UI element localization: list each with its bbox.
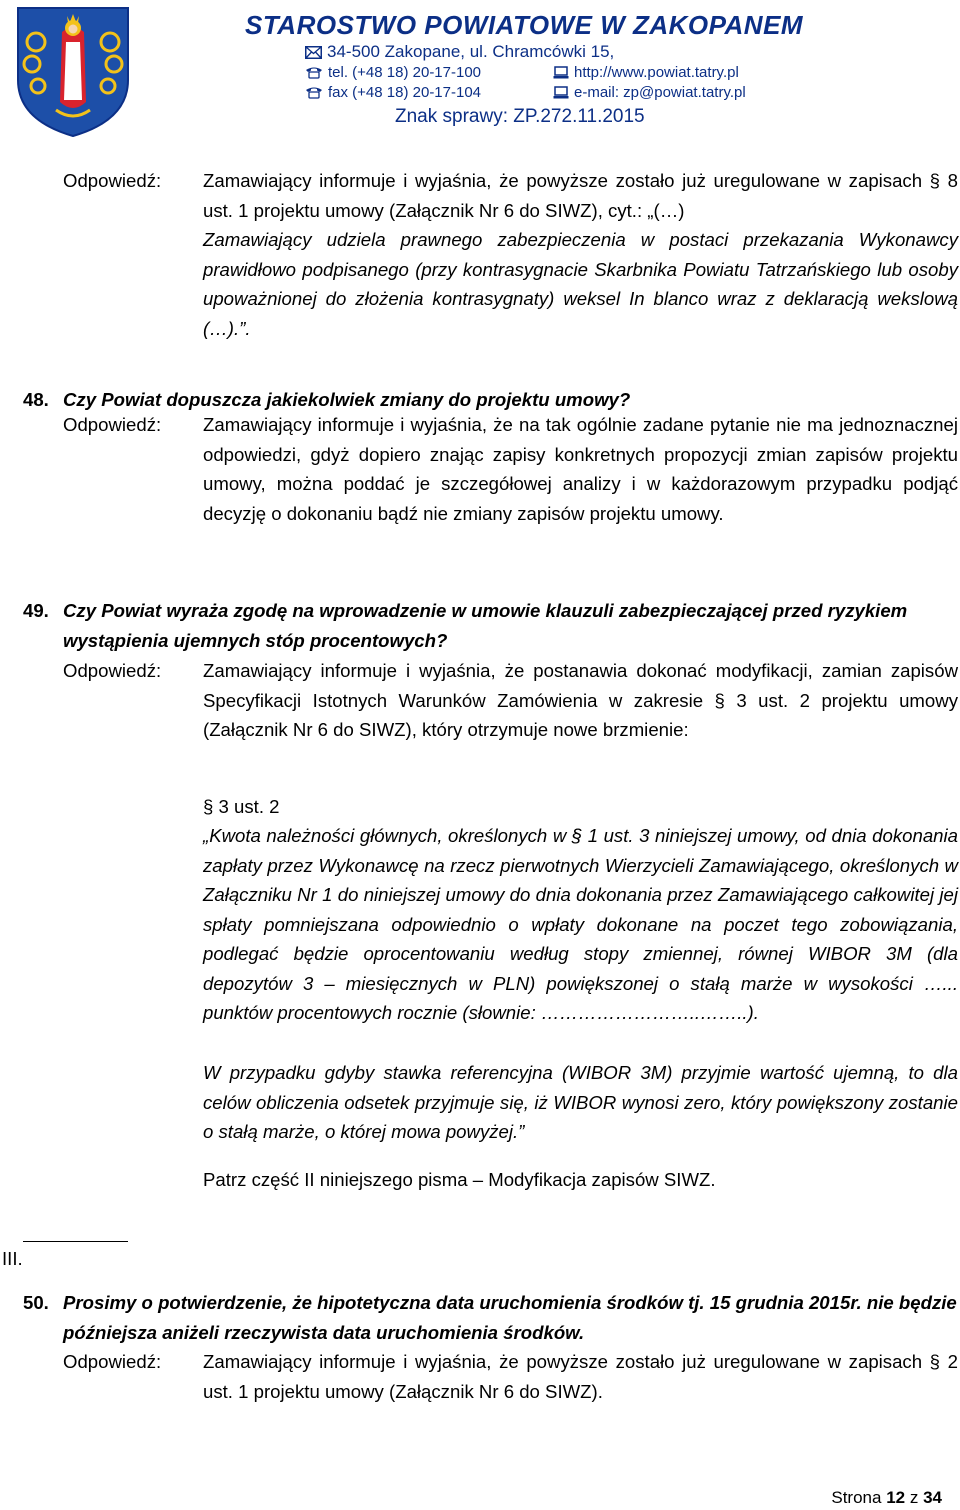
email-link[interactable]: e-mail: zp@powiat.tatry.pl (574, 84, 746, 101)
website-line (553, 64, 739, 81)
clause-paragraph-2: W przypadku gdyby stawka referencyjna (WIBOR 3M) przyjmie wartość ujemną, to dla celów obliczenia odsetek przyjmuje się, iż WIBOR wynosi zero, który powiększony zostanie o stałą marże, o której mowa powyżej.” (203, 1062, 958, 1142)
case-reference: Znak sprawy: ZP.272.11.2015 (395, 106, 645, 127)
page-separator: z (909, 1488, 919, 1507)
answer-label: Odpowiedź: (63, 1351, 162, 1372)
answer-label: Odpowiedź: (63, 660, 162, 681)
phone-icon (305, 66, 323, 79)
address-line (305, 42, 614, 62)
answer-47 (203, 166, 958, 343)
clause-heading: § 3 ust. 2 (203, 796, 280, 817)
question-48: Czy Powiat dopuszcza jakiekolwiek zmiany do projektu umowy? (63, 389, 631, 410)
fax-text: fax (+48 18) 20-17-104 (328, 84, 482, 101)
computer-icon (553, 66, 569, 79)
computer-icon (553, 86, 569, 99)
answer-label: Odpowiedź: (63, 170, 162, 191)
answer-47-text: Zamawiający informuje i wyjaśnia, że powyższe zostało już uregulowane w zapisach § 8 ust. 1 projektu umowy (Załącznik Nr 6 do SIWZ), cyt.: „(…) (203, 170, 958, 221)
letterhead (0, 0, 960, 140)
phone-line (305, 64, 481, 81)
email-line (553, 84, 746, 101)
answer-label: Odpowiedź: (63, 414, 162, 435)
question-number: 48. (23, 389, 49, 410)
coat-of-arms-logo (4, 2, 142, 140)
phone-text: tel. (+48 18) 20-17-100 (328, 64, 482, 81)
fax-line (305, 84, 481, 101)
page-prefix: Strona (831, 1488, 882, 1507)
page-number (831, 1488, 942, 1508)
question-number: 50. (23, 1292, 49, 1313)
total-pages: 34 (923, 1488, 942, 1507)
address-text: 34-500 Zakopane, ul. Chramcówki 15, (327, 42, 615, 61)
current-page: 12 (886, 1488, 906, 1507)
answer-48: Zamawiający informuje i wyjaśnia, że na tak ogólnie zadane pytanie nie ma jednoznacznej odpowiedzi, gdyż dopiero znając zapisy konkretnych propozycji zmian zapisów projektu umowy, można poddać je szczegółowej analizy i w każdorazowym przypadku podjąć decyzję o dokonaniu bądź nie zmiany zapisów projektu umowy. (203, 414, 958, 524)
answer-50: Zamawiający informuje i wyjaśnia, że powyższe zostało już uregulowane w zapisach § 2 ust. 1 projektu umowy (Załącznik Nr 6 do SIWZ). (203, 1351, 958, 1402)
answer-47-quote: Zamawiający udziela prawnego zabezpieczenia w postaci przekazania Wykonawcy prawidłowo podpisanego (przy kontrasygnacie Skarbnika Powiatu Tatrzańskiego lub osoby upoważnionej do złożenia kontrasygnaty) weksel In blanco wraz z deklaracją wekslową (…).”. (203, 229, 958, 339)
clause-paragraph-1: „Kwota należności głównych, określonych w § 1 ust. 3 niniejszej umowy, od dnia dokonania zapłaty przez Wykonawcę na rzecz pierwotnych Wierzycieli Zamawiającego, określonych w Załączniku Nr 1 do niniejszej umowy do dnia dokonania przez Zamawiającego całkowitej jej spłaty pomniejszana odpowiednio o wpłaty dokonane na poczet tego zobowiązania, podlegać będzie oprocentowaniu według stopy zmiennej, równej WIBOR 3M (dla depozytów 3 – miesięcznych w PLN) powiększonej o stałą marże w wysokości …... punktów procentowych rocznie (słownie: ……………………..……..). (203, 825, 958, 1023)
answer-49: Zamawiający informuje i wyjaśnia, że postanawia dokonać modyfikacji, zamian zapisów Specyfikacji Istotnych Warunków Zamówienia w zakresie § 3 ust. 2 projektu umowy (Załącznik Nr 6 do SIWZ), który otrzymuje nowe brzmienie: (203, 660, 958, 740)
section-divider (23, 1241, 128, 1242)
office-name: STAROSTWO POWIATOWE W ZAKOPANEM (245, 10, 804, 40)
envelope-icon (305, 46, 322, 59)
section-marker: III. (2, 1248, 23, 1269)
phone-icon (305, 86, 323, 99)
see-also-note: Patrz część II niniejszego pisma – Modyfikacja zapisów SIWZ. (203, 1169, 716, 1190)
website-link[interactable]: http://www.powiat.tatry.pl (574, 64, 739, 81)
question-50: Prosimy o potwierdzenie, że hipotetyczna data uruchomienia środków tj. 15 grudnia 2015r. nie będzie późniejsza aniżeli rzeczywista data uruchomienia środków. (63, 1292, 957, 1343)
question-49: Czy Powiat wyraża zgodę na wprowadzenie w umowie klauzuli zabezpieczającej przed ryzykiem wystąpienia ujemnych stóp procentowych? (63, 600, 908, 651)
question-number: 49. (23, 600, 49, 621)
